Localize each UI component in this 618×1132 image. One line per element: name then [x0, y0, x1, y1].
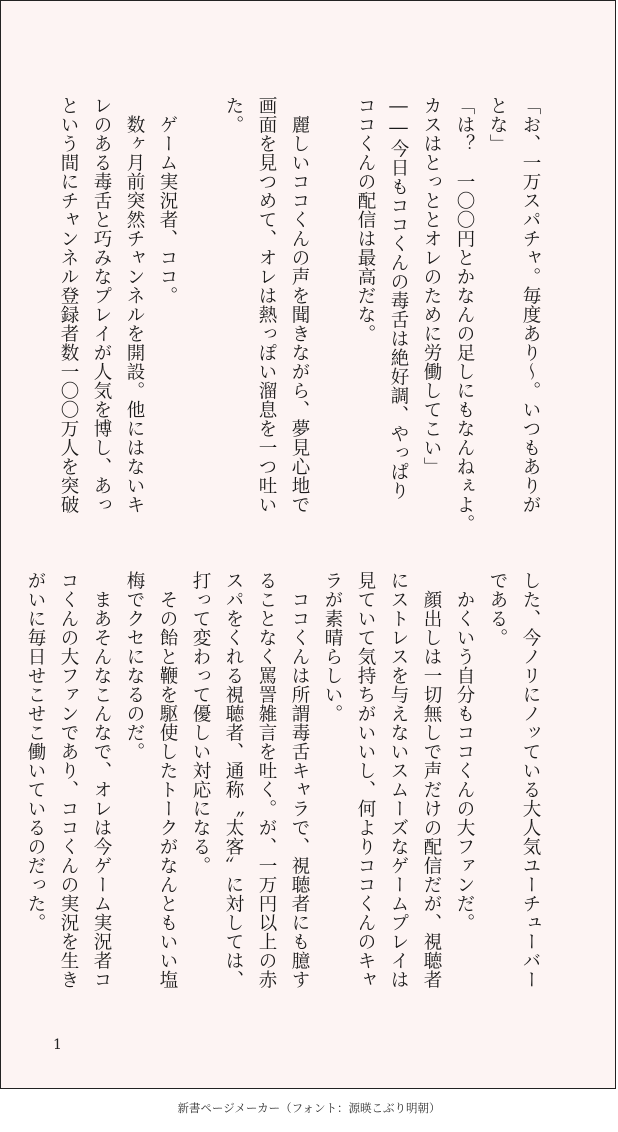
text-line: とな」	[487, 96, 508, 153]
text-line: レのある毒舌と巧みなプレイが人気を博し、あっ	[91, 96, 112, 514]
text-line: 顔出しは一切無しで声だけの配信だが、視聴者	[421, 571, 442, 989]
text-line: ラが素晴らしい。	[322, 571, 343, 723]
text-line: ることなく罵詈雑言を吐く。が、一万円以上の赤	[256, 571, 277, 989]
text-line: 数ヶ月前突然チャンネルを開設。他にはないキ	[124, 96, 145, 514]
page-number: 1	[53, 1037, 62, 1053]
text-line: がいに毎日せこせこ働いているのだった。	[25, 571, 46, 932]
text-line: 麗しいココくんの声を聞きながら、夢見心地で	[289, 96, 310, 514]
text-line: にストレスを与えないスムーズなゲームプレイは	[388, 571, 409, 989]
text-line: ゲーム実況者、ココ。	[157, 96, 178, 305]
text-block-lower	[19, 571, 547, 1021]
text-line: まあそんなこんなで、オレは今ゲーム実況者コ	[91, 571, 112, 989]
text-line: した、今ノリにノッている大人気ユーチューバー	[520, 571, 541, 989]
text-line: 梅でクセになるのだ。	[124, 571, 145, 761]
text-line: かくいう自分もココくんの大ファンだ。	[454, 571, 475, 932]
text-line: ――今日もココくんの毒舌は絶好調、やっぱり	[388, 96, 409, 500]
text-line: 画面を見つめて、オレは熱っぽい溜息を一つ吐い	[256, 96, 277, 514]
text-line: その飴と鞭を駆使したトークがなんともいい塩	[157, 571, 178, 989]
blank-line	[184, 96, 217, 536]
text-line: 見ていて気持ちがいいし、何よりココくんのキャ	[355, 571, 376, 989]
text-line: である。	[487, 571, 508, 647]
blank-line	[316, 96, 349, 536]
text-line: ココくんは所謂毒舌キャラで、視聴者にも臆す	[289, 571, 310, 989]
text-line: コくんの大ファンであり、ココくんの実況を生き	[58, 571, 79, 989]
text-line: 「お、一万スパチャ。毎度あり〜。いつもありが	[520, 96, 541, 514]
text-line: ココくんの配信は最高だな。	[355, 96, 376, 343]
text-line: スパをくれる視聴者、通称〝太客〟に対しては、	[223, 571, 244, 989]
text-line: 「は？ 一〇〇円とかなんの足しにもなんねぇよ。	[454, 96, 475, 533]
text-line: カスはとっととオレのために労働してこい」	[421, 96, 442, 476]
text-line: という間にチャンネル登録者数一〇〇万人を突破	[58, 96, 79, 514]
text-block-upper	[52, 96, 547, 536]
text-line: 打って変わって優しい対応になる。	[190, 571, 211, 875]
footer-credit: 新書ページメーカー（フォント：源暎こぶり明朝）	[177, 1101, 441, 1115]
text-line: た。	[223, 96, 244, 134]
